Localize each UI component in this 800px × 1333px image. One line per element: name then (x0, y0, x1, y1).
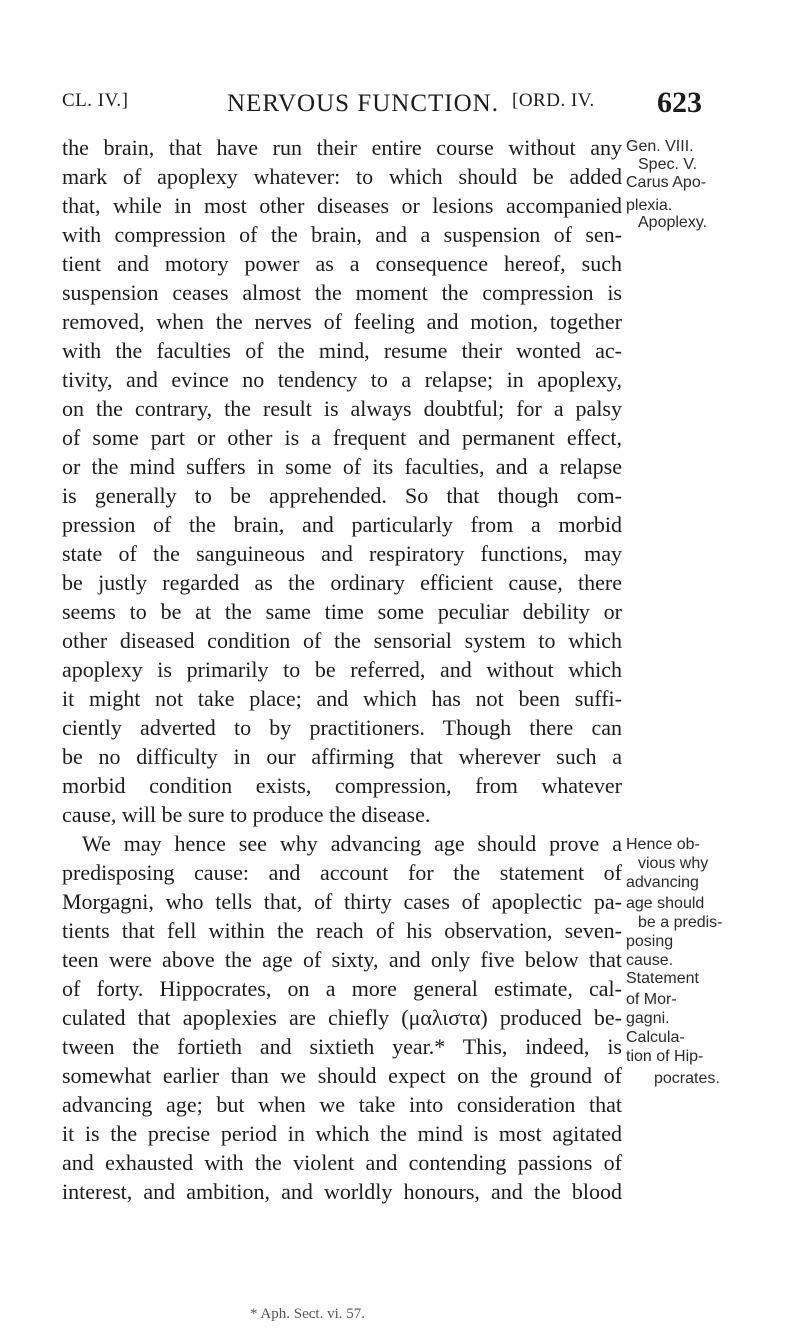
margin-note: Calcula- (626, 1029, 685, 1046)
text-line: it might not take place; and which has not been suffi- (62, 686, 622, 711)
text-line: with the faculties of the mind, resume their wonted ac- (62, 338, 622, 363)
margin-note: plexia. (626, 197, 673, 214)
text-line: or the mind suffers in some of its faculties, and a relapse (62, 454, 622, 479)
margin-note: pocrates. (654, 1070, 720, 1087)
text-line: state of the sanguineous and respiratory functions, may (62, 541, 622, 566)
text-line: with compression of the brain, and a suspension of sen- (62, 222, 622, 247)
text-line: be justly regarded as the ordinary efficient cause, there (62, 570, 622, 595)
text-line: apoplexy is primarily to be referred, and without which (62, 657, 622, 682)
text-line: and exhausted with the violent and contending passions of (62, 1150, 622, 1175)
text-line: pression of the brain, and particularly from a morbid (62, 512, 622, 537)
text-line: seems to be at the same time some peculiar debility or (62, 599, 622, 624)
margin-note: Carus Apo- (626, 174, 707, 191)
margin-note: posing (626, 933, 674, 950)
text-line: We may hence see why advancing age should prove a (82, 831, 622, 856)
order-label: [ORD. IV. (512, 90, 595, 111)
text-line: predisposing cause: and account for the statement of (62, 860, 622, 885)
text-line: be no difficulty in our affirming that wherever such a (62, 744, 622, 769)
margin-note: Apoplexy. (638, 214, 708, 231)
running-title: NERVOUS FUNCTION. (227, 90, 499, 117)
text-line: advancing age; but when we take into consideration that (62, 1092, 622, 1117)
text-line: of some part or other is a frequent and permanent effect, (62, 425, 622, 450)
text-line: interest, and ambition, and worldly honours, and the blood (62, 1179, 622, 1204)
margin-note: vious why (638, 855, 709, 872)
text-line: is generally to be apprehended. So that though com- (62, 483, 622, 508)
text-line: tient and motory power as a consequence hereof, such (62, 251, 622, 276)
text-line: on the contrary, the result is always doubtful; for a palsy (62, 396, 622, 421)
text-line: culated that apoplexies are chiefly (μαλιστα) produced be- (62, 1005, 622, 1030)
text-line: teen were above the age of sixty, and only five below that (62, 947, 622, 972)
text-line: tivity, and evince no tendency to a relapse; in apoplexy, (62, 367, 622, 392)
margin-note: Hence ob- (626, 836, 700, 853)
page-number: 623 (657, 86, 702, 119)
text-line: ciently adverted to by practitioners. Though there can (62, 715, 622, 740)
margin-note: Spec. V. (638, 156, 698, 173)
text-line: tween the fortieth and sixtieth year.* This, indeed, is (62, 1034, 622, 1059)
text-line: suspension ceases almost the moment the compression is (62, 280, 622, 305)
margin-note: be a predis- (638, 914, 723, 931)
text-line: the brain, that have run their entire course without any (62, 135, 622, 160)
text-line: morbid condition exists, compression, from whatever (62, 773, 622, 798)
text-line: it is the precise period in which the mind is most agitated (62, 1121, 622, 1146)
text-line: cause, will be sure to produce the disease. (62, 802, 431, 827)
text-line: mark of apoplexy whatever: to which should be added (62, 164, 622, 189)
text-line: Morgagni, who tells that, of thirty cases of apoplectic pa- (62, 889, 622, 914)
margin-note: advancing (626, 874, 699, 891)
text-line: somewhat earlier than we should expect on the ground of (62, 1063, 622, 1088)
margin-note: age should (626, 895, 705, 912)
footnote: * Aph. Sect. vi. 57. (250, 1306, 365, 1322)
text-line: of forty. Hippocrates, on a more general estimate, cal- (62, 976, 622, 1001)
margin-note: Statement (626, 970, 699, 987)
margin-note: cause. (626, 952, 674, 969)
text-line: other diseased condition of the sensorial system to which (62, 628, 622, 653)
text-line: removed, when the nerves of feeling and motion, together (62, 309, 622, 334)
margin-note: of Mor- (626, 991, 677, 1008)
text-line: that, while in most other diseases or lesions accompanied (62, 193, 622, 218)
text-line: tients that fell within the reach of his observation, seven- (62, 918, 622, 943)
margin-note: tion of Hip- (626, 1048, 704, 1065)
margin-note: gagni. (626, 1010, 670, 1027)
running-header (62, 86, 782, 124)
margin-note: Gen. VIII. (626, 138, 694, 155)
chapter-label: CL. IV.] (62, 90, 129, 111)
